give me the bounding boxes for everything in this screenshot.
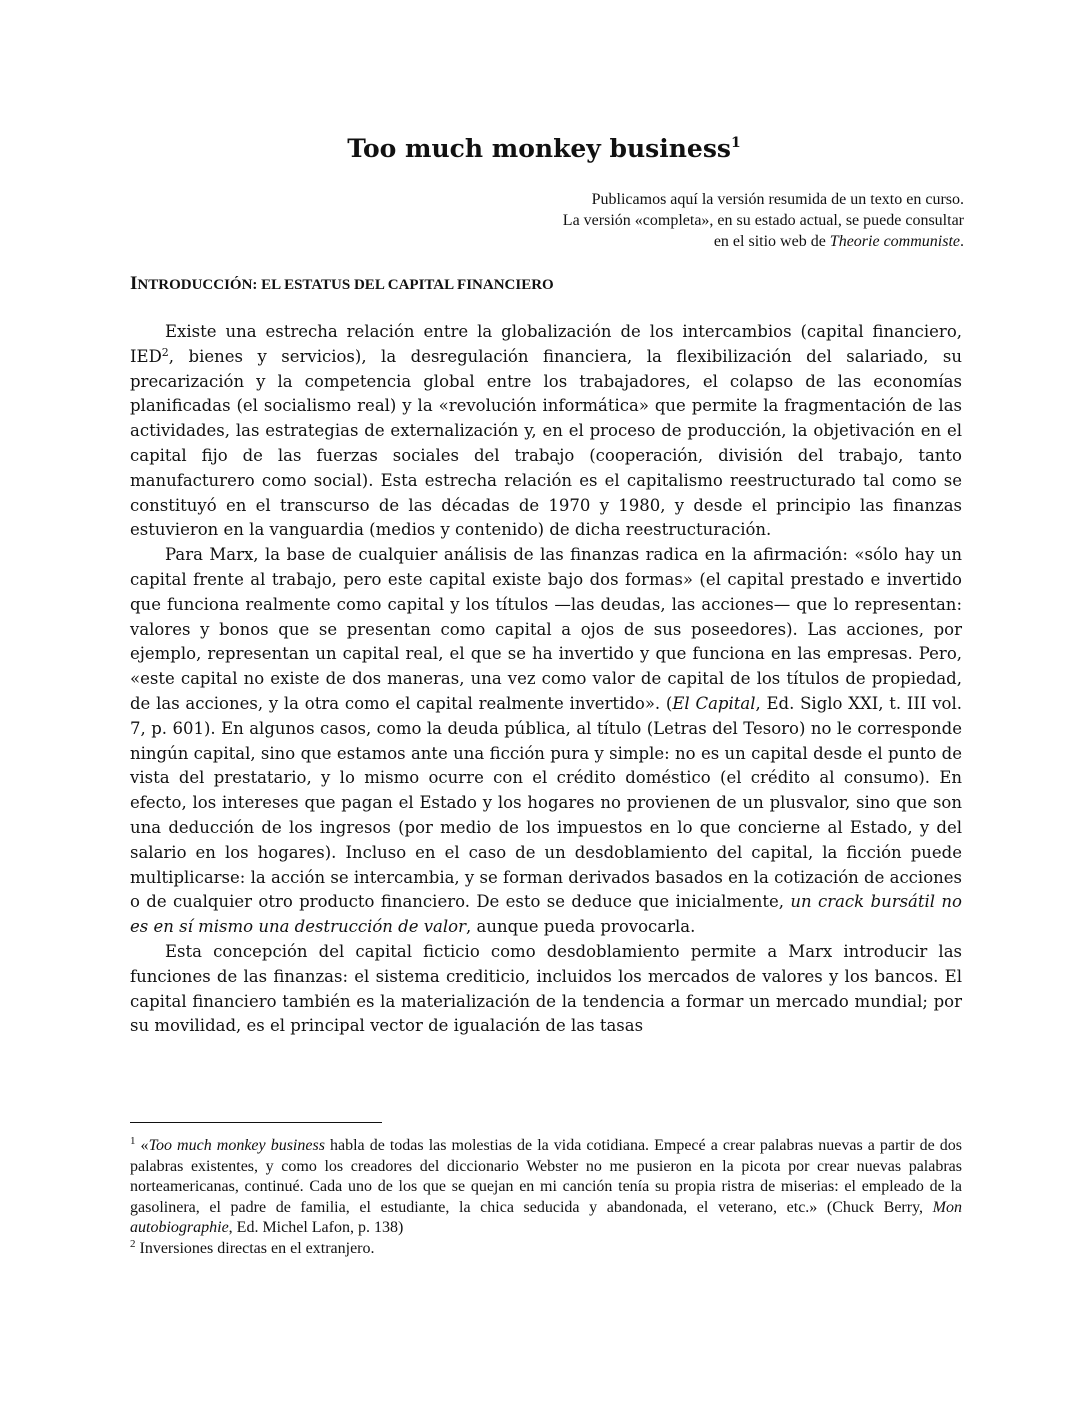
paragraph-text: Para Marx, la base de cualquier análisis de las finanzas radica en la afirmación: «sólo hay un capital frente al trabajo, pero este capital existe bajo dos formas» (el capital prestado e invertido que funciona realmente como capital y los títulos —las deudas, las acciones— que lo representan: valores y bonos que se presentan como capital a ojos de sus poseedores). Las acciones, por ejemplo, representan un capital real, el que se ha invertido y que funciona en las empresas. Pero, «este capital no existe de dos maneras, una vez como valor de capital de los títulos de propiedad, de las acciones, y la otra como el capital realmente invertido». ( <box>130 545 962 713</box>
paragraph-2 <box>130 543 962 940</box>
document-title <box>130 126 958 166</box>
epigraph <box>446 189 964 252</box>
cited-work-title: El Capital <box>672 693 756 713</box>
footnote-separator <box>130 1122 382 1123</box>
paragraph-1 <box>130 320 962 543</box>
footnote-text: , Ed. Michel Lafon, p. 138) <box>228 1219 404 1237</box>
epigraph-source-title: Theorie communiste <box>829 233 960 250</box>
section-heading-text: NTRODUCCIÓN: EL ESTATUS DEL CAPITAL FINANCIERO <box>137 277 554 293</box>
footnote-book-title: Mon autobiographie <box>130 1198 962 1237</box>
paragraph-3 <box>130 940 962 1039</box>
title-footnote-mark: 1 <box>731 135 741 151</box>
footnote-number: 1 <box>130 1135 136 1147</box>
section-heading <box>130 271 958 298</box>
epigraph-end: . <box>960 233 964 250</box>
paragraph-text: Existe una estrecha relación entre la globalización de los intercambios (capital financiero, IED <box>130 322 962 366</box>
paragraph-text: , Ed. Siglo XXI, t. III vol. 7, p. 601). En algunos casos, como la deuda pública, al título (Letras del Tesoro) no le corresponde ningún capital, sino que estamos ante una ficción pura y simple: no es un capital desde el punto de vista del prestatario, y lo mismo ocurre con el crédito doméstico (el crédito al consumo). En efecto, los intereses que pagan el Estado y los hogares no provienen de un plusvalor, sino que son una deducción de los ingresos (por medio de los impuestos en lo que concierne al Estado, y del salario en los hogares). Incluso en el caso de un desdoblamiento del capital, la ficción puede multiplicarse: la acción se intercambia, y se forman derivados basados en la cotización de acciones o de cualquier otro producto financiero. De esto se deduce que inicialmente, <box>130 693 962 912</box>
footnotes <box>130 1136 962 1260</box>
paragraph-text: , aunque pueda provocarla. <box>466 917 696 937</box>
footnote-text: habla de todas las molestias de la vida cotidiana. Empecé a crear palabras nuevas a partir de dos palabras existentes, y como los creadores del diccionario Webster no me pusieron en la picota por crear nuevas palabras norteamericanas, continué. Cada uno de los que se quejan en mi canción tenía su propia ristra de miserias: el empleado de la gasolinera, el padre de familia, el estudiante, la chica seducida y abandonada, el veterano, etc.» (Chuck Berry, <box>130 1137 963 1216</box>
paragraph-text: , bienes y servicios), la desregulación financiera, la flexibilización del salariado, su precarización y la competencia global entre los trabajadores, el colapso de las economías planificadas (el socialismo real) y la «revolución informática» que permite la fragmentación de las actividades, las estrategias de externalización y, en el proceso de producción, la objetivación en el capital fijo de las fuerzas sociales del trabajo (cooperación, división del trabajo, tanto manufacturero como social). Esta estrecha relación es el capitalismo reestructurado tal como se constituyó en el transcurso de las décadas de 1970 y 1980, y desde el principio las finanzas estuvieron en la vanguardia (medios y contenido) de dicha reestructuración. <box>130 346 962 540</box>
footnote-ref-2[interactable]: 2 <box>161 345 169 359</box>
footnote-text: Inversiones directas en el extranjero. <box>135 1239 375 1257</box>
body-text <box>130 320 962 1039</box>
footnote-text: « <box>135 1137 149 1154</box>
epigraph-line: La versión «completa», en su estado actual, se puede consultar <box>562 212 964 229</box>
paragraph-text: Esta concepción del capital ficticio como desdoblamiento permite a Marx introducir las funciones de las finanzas: el sistema crediticio, incluidos los mercados de valores y los bancos. El capital financiero también es la materialización de la tendencia a formar un mercado mundial; por su movilidad, es el principal vector de igualación de las tasas <box>130 941 962 1036</box>
footnote-number: 2 <box>130 1237 136 1250</box>
section-heading-initial: I <box>130 273 138 294</box>
footnote-song-title: Too much monkey business <box>148 1137 325 1154</box>
epigraph-line: en el sitio web de <box>713 233 830 250</box>
epigraph-line: Publicamos aquí la versión resumida de un texto en curso. <box>591 191 964 208</box>
title-text: Too much monkey business <box>347 134 731 163</box>
footnote-1 <box>130 1136 962 1239</box>
emphasized-text: un crack bursátil no es en sí mismo una destrucción de valor <box>130 892 962 937</box>
footnote-2 <box>130 1239 962 1260</box>
